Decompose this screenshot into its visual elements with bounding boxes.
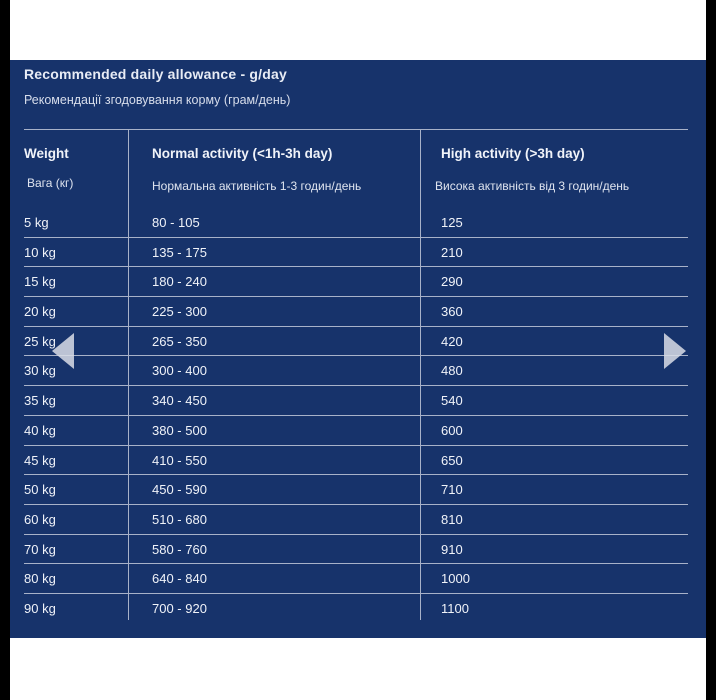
high-activity-cell: 650 xyxy=(441,452,463,468)
table-row xyxy=(24,564,688,594)
weight-cell: 10 kg xyxy=(24,244,56,260)
weight-cell: 70 kg xyxy=(24,541,56,557)
weight-cell: 60 kg xyxy=(24,511,56,527)
normal-activity-cell: 380 - 500 xyxy=(152,422,207,438)
table-row xyxy=(24,327,688,357)
weight-cell: 15 kg xyxy=(24,274,56,290)
column-subheader-normal: Нормальна активність 1-3 годин/день xyxy=(152,179,362,193)
table-row xyxy=(24,446,688,476)
high-activity-cell: 125 xyxy=(441,215,463,230)
normal-activity-cell: 700 - 920 xyxy=(152,600,207,616)
column-header-high: High activity (>3h day) xyxy=(441,146,585,161)
table-row xyxy=(24,505,688,535)
normal-activity-cell: 265 - 350 xyxy=(152,333,207,349)
weight-cell: 5 kg xyxy=(24,215,49,230)
high-activity-cell: 1100 xyxy=(441,600,469,616)
weight-cell: 30 kg xyxy=(24,363,56,379)
weight-cell: 80 kg xyxy=(24,571,56,587)
image-viewer-frame xyxy=(10,0,706,700)
chevron-left-icon xyxy=(52,333,74,369)
feeding-table-panel xyxy=(10,60,706,638)
table-row xyxy=(24,356,688,386)
normal-activity-cell: 300 - 400 xyxy=(152,363,207,379)
high-activity-cell: 290 xyxy=(441,274,463,290)
table-row xyxy=(24,267,688,297)
page-title: Recommended daily allowance - g/day xyxy=(24,66,287,82)
normal-activity-cell: 135 - 175 xyxy=(152,244,207,260)
weight-cell: 20 kg xyxy=(24,304,56,320)
table-row xyxy=(24,535,688,565)
high-activity-cell: 810 xyxy=(441,511,463,527)
normal-activity-cell: 80 - 105 xyxy=(152,215,200,230)
table-row xyxy=(24,416,688,446)
high-activity-cell: 360 xyxy=(441,304,463,320)
weight-cell: 25 kg xyxy=(24,333,56,349)
weight-cell: 50 kg xyxy=(24,482,56,498)
normal-activity-cell: 640 - 840 xyxy=(152,571,207,587)
high-activity-cell: 540 xyxy=(441,393,463,409)
table-row xyxy=(24,475,688,505)
table-row xyxy=(24,386,688,416)
column-header-weight: Weight xyxy=(24,146,69,161)
normal-activity-cell: 580 - 760 xyxy=(152,541,207,557)
normal-activity-cell: 450 - 590 xyxy=(152,482,207,498)
normal-activity-cell: 340 - 450 xyxy=(152,393,207,409)
table-row xyxy=(24,238,688,268)
high-activity-cell: 910 xyxy=(441,541,463,557)
page-subtitle: Рекомендації згодовування корму (грам/день) xyxy=(24,93,291,107)
weight-cell: 35 kg xyxy=(24,393,56,409)
table-row xyxy=(24,297,688,327)
normal-activity-cell: 225 - 300 xyxy=(152,304,207,320)
chevron-right-icon xyxy=(664,333,686,369)
weight-cell: 45 kg xyxy=(24,452,56,468)
weight-cell: 90 kg xyxy=(24,600,56,616)
high-activity-cell: 480 xyxy=(441,363,463,379)
high-activity-cell: 1000 xyxy=(441,571,470,587)
normal-activity-cell: 180 - 240 xyxy=(152,274,207,290)
high-activity-cell: 600 xyxy=(441,422,463,438)
column-subheader-weight: Вага (кг) xyxy=(27,176,74,190)
weight-cell: 40 kg xyxy=(24,422,56,438)
table-row xyxy=(24,594,688,624)
high-activity-cell: 420 xyxy=(441,333,463,349)
table-body xyxy=(24,208,688,624)
normal-activity-cell: 410 - 550 xyxy=(152,452,207,468)
high-activity-cell: 710 xyxy=(441,482,463,498)
table-row xyxy=(24,208,688,238)
high-activity-cell: 210 xyxy=(441,244,463,260)
table-top-divider xyxy=(24,129,688,130)
column-subheader-high: Висока активність від 3 годин/день xyxy=(435,179,630,193)
column-header-normal: Normal activity (<1h-3h day) xyxy=(152,146,333,161)
normal-activity-cell: 510 - 680 xyxy=(152,511,207,527)
